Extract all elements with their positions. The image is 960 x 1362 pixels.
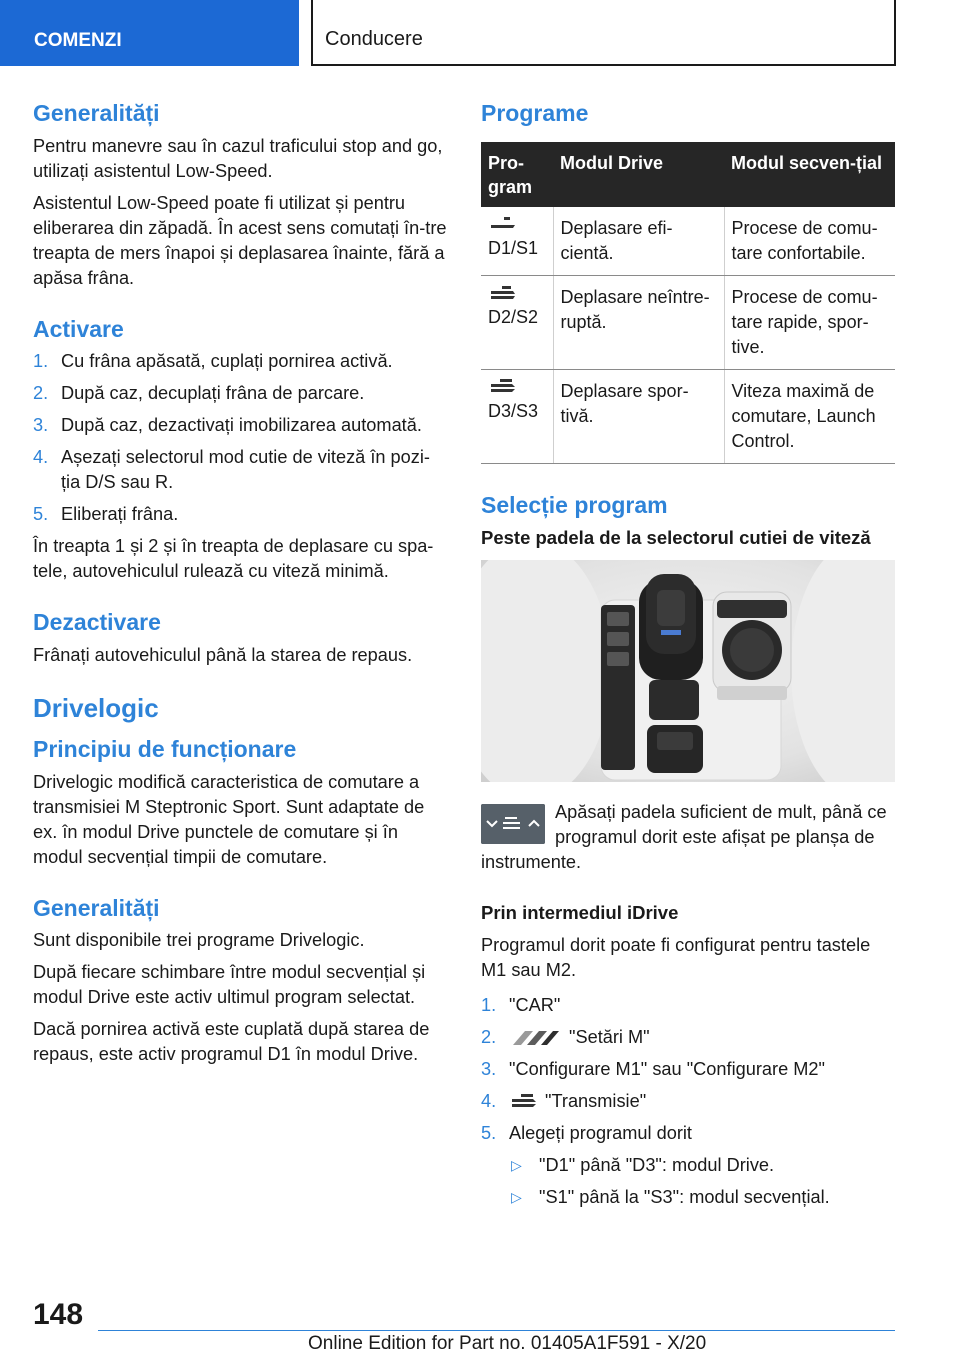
drive-mode-cell: Deplasare spor‐tivă. bbox=[553, 369, 724, 463]
program-label: D2/S2 bbox=[488, 306, 539, 327]
paragraph: Drivelogic modifică caracteristica de comutare a transmisiei M Steptronic Sport. Sunt adaptate de ex. în modul Drive punctele de comutare și în modul secvențial timpii de comutare. bbox=[33, 771, 425, 867]
left-column bbox=[33, 100, 448, 1074]
table-row bbox=[481, 207, 895, 276]
drivelogic-1-bar-icon bbox=[490, 216, 516, 232]
subheading-padela: Peste padela de la selectorul cutiei de viteză bbox=[481, 527, 871, 549]
heading-principiu: Principiu de funcționare bbox=[33, 735, 297, 762]
section-title: Conducere bbox=[311, 0, 896, 66]
column-header: Modul secven‐țial bbox=[724, 142, 895, 207]
drive-mode-cell: Deplasare efi‐cientă. bbox=[553, 207, 724, 276]
programs-table bbox=[481, 142, 895, 464]
paragraph: Dacă pornirea activă este cuplată după starea de repaus, este activ programul D1 în modul Drive. bbox=[33, 1019, 430, 1065]
footer-edition: Online Edition for Part no. 01405A1F591 - X/20 bbox=[308, 1333, 707, 1354]
idrive-steps bbox=[481, 993, 895, 1146]
column-header: Pro‐gram bbox=[481, 142, 553, 207]
program-label: D3/S3 bbox=[488, 400, 539, 421]
step-text: "Transmisie" bbox=[545, 1091, 647, 1112]
list-item bbox=[481, 1121, 895, 1146]
heading-activare: Activare bbox=[33, 315, 124, 342]
table-row bbox=[481, 275, 895, 369]
drivelogic-2-bar-icon bbox=[490, 285, 516, 301]
step-number: 5. bbox=[481, 1123, 497, 1144]
step-text: Eliberați frâna. bbox=[61, 504, 179, 525]
gear-selector-photo bbox=[481, 560, 895, 782]
drivelogic-3-bar-icon bbox=[490, 379, 516, 395]
subheading-idrive: Prin intermediul iDrive bbox=[481, 902, 679, 924]
step-text: După caz, decuplați frâna de parcare. bbox=[61, 383, 365, 404]
program-label: D1/S1 bbox=[488, 237, 539, 258]
heading-generalitati-2: Generalități bbox=[33, 894, 160, 921]
list-item bbox=[33, 349, 448, 374]
heading-dezactivare: Dezactivare bbox=[33, 609, 161, 636]
table-row bbox=[481, 369, 895, 463]
paragraph: Apăsați padela suficient de mult, până ce programul dorit este afișat pe planșa de instrumente. bbox=[481, 802, 887, 873]
triangle-bullet-icon: ▷ bbox=[511, 1189, 522, 1206]
paragraph: În treapta 1 și 2 și în treapta de deplasare cu spa‐tele, autovehiculul rulează cu viteză minimă. bbox=[33, 536, 434, 582]
drive-mode-cell: Deplasare neîntre‐ruptă. bbox=[553, 275, 724, 369]
step-number: 4. bbox=[33, 447, 49, 468]
paragraph: După fiecare schimbare între modul secvențial și modul Drive este activ ultimul program selectat. bbox=[33, 962, 426, 1008]
step-number: 3. bbox=[481, 1059, 497, 1080]
sequential-mode-cell: Procese de comu‐tare confortabile. bbox=[724, 207, 895, 276]
m-settings-icon bbox=[511, 1029, 561, 1047]
program-cell bbox=[481, 275, 553, 369]
step-number: 3. bbox=[33, 415, 49, 436]
step-number: 2. bbox=[481, 1027, 497, 1048]
footer-divider bbox=[98, 1330, 895, 1331]
sequential-mode-cell: Procese de comu‐tare rapide, spor‐tive. bbox=[724, 275, 895, 369]
list-item bbox=[33, 445, 448, 495]
step-text: Așezați selectorul mod cutie de viteză în pozi‐ția D/S sau R. bbox=[61, 447, 430, 493]
paddle-instruction bbox=[481, 800, 895, 875]
list-item bbox=[481, 1025, 895, 1050]
paragraph: Asistentul Low-Speed poate fi utilizat și pentru eliberarea din zăpadă. În acest sens comutați în‐tre treapta de mers înapoi și deplasarea înainte, fără a apăsa frâna. bbox=[33, 192, 447, 288]
column-header: Modul Drive bbox=[553, 142, 724, 207]
chapter-tab[interactable]: COMENZI bbox=[0, 0, 299, 66]
step-number: 1. bbox=[33, 351, 49, 372]
step-number: 4. bbox=[481, 1091, 497, 1112]
list-item bbox=[509, 1153, 895, 1178]
substep-text: "S1" până la "S3": modul secvențial. bbox=[539, 1187, 830, 1208]
heading-programe: Programe bbox=[481, 100, 589, 126]
heading-generalitati-1: Generalități bbox=[33, 100, 160, 126]
program-cell bbox=[481, 207, 553, 276]
list-item bbox=[33, 381, 448, 406]
substep-text: "D1" până "D3": modul Drive. bbox=[539, 1155, 775, 1176]
heading-selectie-program: Selecție program bbox=[481, 491, 668, 518]
step-text: Alegeți programul dorit bbox=[509, 1123, 692, 1144]
shift-paddle-icon bbox=[481, 804, 545, 844]
transmission-icon bbox=[511, 1094, 537, 1110]
paragraph: Programul dorit poate fi configurat pentru tastele M1 sau M2. bbox=[481, 935, 871, 981]
list-item bbox=[33, 413, 448, 438]
page-number: 148 bbox=[33, 1298, 84, 1331]
step-text: "Configurare M1" sau "Configurare M2" bbox=[509, 1059, 825, 1080]
step-text: După caz, dezactivați imobilizarea automată. bbox=[61, 415, 422, 436]
step-number: 2. bbox=[33, 383, 49, 404]
list-item bbox=[33, 502, 448, 527]
right-column bbox=[481, 100, 895, 1217]
list-item bbox=[481, 1089, 895, 1114]
idrive-substeps bbox=[509, 1153, 895, 1210]
heading-drivelogic: Drivelogic bbox=[33, 692, 159, 723]
table-header-row bbox=[481, 142, 895, 207]
step-text: "Setări M" bbox=[569, 1027, 650, 1048]
paragraph: Frânați autovehiculul până la starea de repaus. bbox=[33, 644, 413, 665]
triangle-bullet-icon: ▷ bbox=[511, 1157, 522, 1174]
program-cell bbox=[481, 369, 553, 463]
step-number: 1. bbox=[481, 995, 497, 1016]
page-header bbox=[0, 0, 960, 66]
step-text: Cu frâna apăsată, cuplați pornirea activă. bbox=[61, 351, 393, 372]
paragraph: Sunt disponibile trei programe Drivelogic. bbox=[33, 930, 365, 951]
sequential-mode-cell: Viteza maximă de comutare, Launch Control. bbox=[724, 369, 895, 463]
step-text: "CAR" bbox=[509, 995, 561, 1016]
list-item bbox=[481, 993, 895, 1018]
list-item bbox=[509, 1185, 895, 1210]
step-number: 5. bbox=[33, 504, 49, 525]
paragraph: Pentru manevre sau în cazul traficului stop and go, utilizați asistentul Low-Speed. bbox=[33, 135, 443, 181]
list-item bbox=[481, 1057, 895, 1082]
activare-steps bbox=[33, 349, 448, 527]
